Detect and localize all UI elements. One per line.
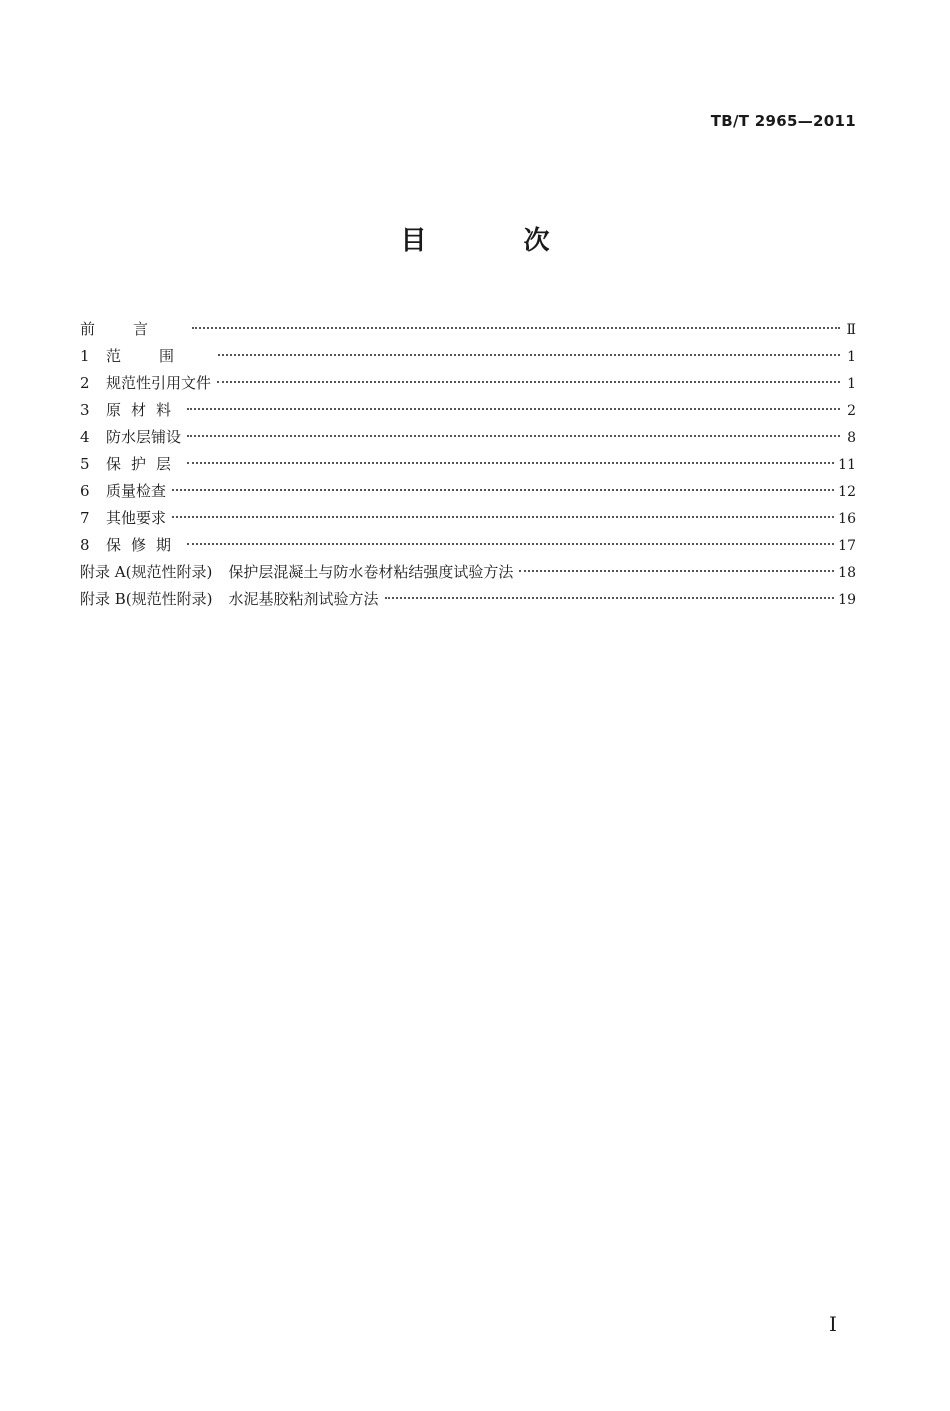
toc-entry-number: 8	[80, 536, 90, 554]
toc-entry-page: 18	[838, 565, 856, 581]
toc-entry-number: 2	[80, 374, 90, 392]
toc-leader	[187, 543, 834, 545]
toc-entry-label: 质量检查	[106, 482, 167, 500]
toc-entry-label: 规范性引用文件	[106, 374, 212, 392]
toc-leader	[187, 462, 834, 464]
toc-entry-page: 19	[838, 592, 856, 608]
toc-entry-normative-references[interactable]	[80, 370, 856, 397]
toc-leader	[172, 516, 834, 518]
toc-entry-warranty-period[interactable]	[80, 532, 856, 559]
toc-leader	[218, 354, 840, 356]
toc-entry-raw-materials[interactable]	[80, 397, 856, 424]
toc-entry-label: 范围	[106, 347, 213, 365]
toc-entry-label: 水泥基胶粘剂试验方法	[228, 590, 379, 608]
toc-entry-number: 3	[80, 401, 90, 419]
toc-entry-label: 保护层	[106, 455, 182, 473]
toc-entry-quality-inspection[interactable]	[80, 478, 856, 505]
toc-leader	[519, 570, 834, 572]
toc-entry-appendix-a[interactable]	[80, 559, 856, 586]
toc-entry-label: 原材料	[106, 401, 182, 419]
toc-entry-label: 防水层铺设	[106, 428, 182, 446]
toc-entry-appendix-b[interactable]	[80, 586, 856, 613]
document-code: TB/T 2965—2011	[710, 112, 856, 130]
toc-leader	[172, 489, 834, 491]
toc-entry-number: 7	[80, 509, 90, 527]
toc-entry-page: 1	[847, 349, 856, 365]
toc-entry-page: 12	[838, 484, 856, 500]
toc-entry-scope[interactable]	[80, 343, 856, 370]
toc-leader	[385, 597, 835, 599]
toc-entry-page: 2	[847, 403, 856, 419]
toc-entry-page: 17	[838, 538, 856, 554]
toc-entry-label: 前言	[80, 320, 187, 338]
toc-entry-number: 1	[80, 347, 90, 365]
toc-entry-label: 其他要求	[106, 509, 167, 527]
table-of-contents	[80, 316, 856, 613]
toc-entry-number: 4	[80, 428, 90, 446]
toc-leader	[187, 435, 840, 437]
toc-entry-waterproof-layer[interactable]	[80, 424, 856, 451]
toc-entry-protective-layer[interactable]	[80, 451, 856, 478]
toc-title: 目 次	[400, 226, 594, 256]
toc-entry-page: 16	[838, 511, 856, 527]
toc-entry-label: 保修期	[106, 536, 182, 554]
toc-entry-page: Ⅱ	[846, 322, 856, 338]
toc-entry-number: 6	[80, 482, 90, 500]
toc-appendix-tag: 附录 A(规范性附录)	[80, 563, 213, 581]
toc-leader	[187, 408, 840, 410]
toc-leader	[192, 327, 840, 329]
page-number: I	[829, 1312, 837, 1336]
toc-entry-other-requirements[interactable]	[80, 505, 856, 532]
toc-entry-foreword[interactable]	[80, 316, 856, 343]
toc-entry-number: 5	[80, 455, 90, 473]
toc-entry-page: 8	[847, 430, 856, 446]
toc-appendix-tag: 附录 B(规范性附录)	[80, 590, 213, 608]
toc-entry-page: 1	[847, 376, 856, 392]
toc-leader	[217, 381, 840, 383]
toc-entry-page: 11	[838, 457, 856, 473]
toc-entry-label: 保护层混凝土与防水卷材粘结强度试验方法	[228, 563, 514, 581]
